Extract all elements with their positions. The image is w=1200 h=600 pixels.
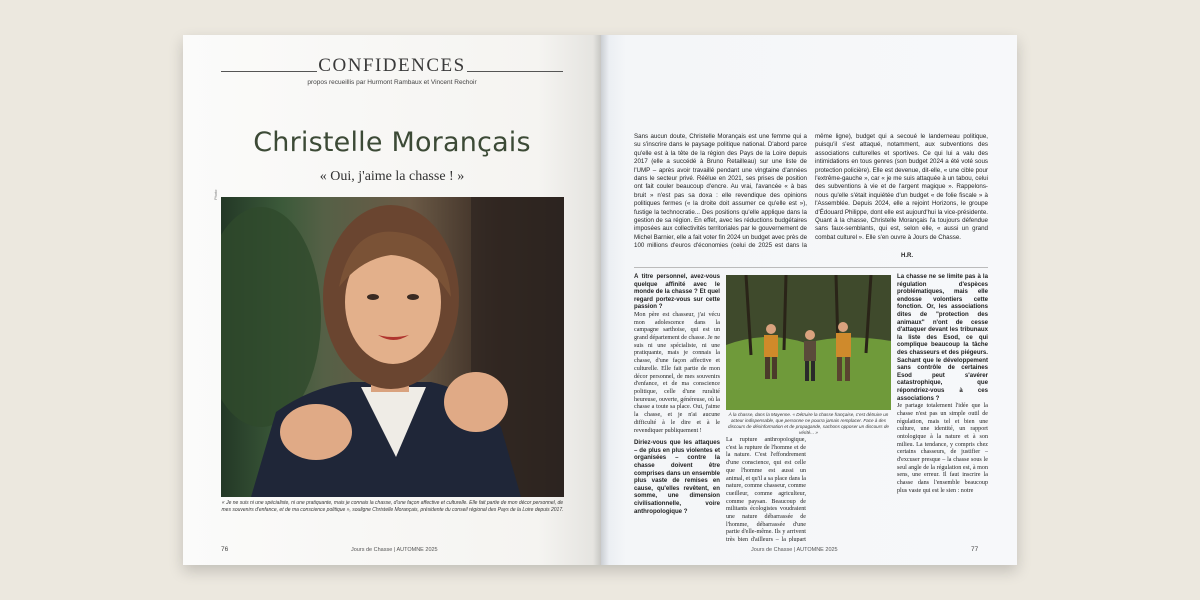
portrait-caption: « Je ne suis ni une spécialiste, ni une pratiquante, mais je connais la chasse, d'une façon affective et culturelle. Elle fait partie de mon décor personnel, de mes souvenirs d'enfance, et de ma conscience politique », souligne Christelle Morançais, présidente du conseil régional des Pays de la Loire depuis 2017. bbox=[221, 500, 564, 513]
question-2: Diriez-vous que les attaques – de plus en plus violentes et organisées – contre la chasse doivent être comprises dans un ensemble plus vaste de remises en cause, qu'elles revêtent, en somme, une dimension civilisationnelle, voire anthropologique ? bbox=[634, 439, 720, 515]
article-headline: Christelle Morançais bbox=[253, 127, 531, 158]
byline: propos recueillis par Hurmont Rambaux et Vincent Rechoir bbox=[307, 79, 477, 86]
spread-gutter bbox=[593, 35, 609, 565]
interview-column-2 bbox=[726, 437, 806, 542]
article-intro: Sans aucun doute, Christelle Morançais est une femme qui a su s'inscrire dans le paysage politique national. D'abord parce qu'elle est à la tête de la région des Pays de la Loire depuis 2017 (elle a succédé à Bruno Retailleau) sur une liste de l'UMP – après avoir travaillé pendant une vingtaine d'années dans le secteur privé. Réélue en 2021, ses prises de position ont fait couler beaucoup d'encre. Au vrai, l'avancée « à bas bruit » n'est pas sa doxa : elle revendique des opinions politiques fermes (« la droite doit assumer ce qu'elle est »), fustige la technocratie... Des positions qu'elle applique dans la gestion de sa région. En effet, avec les réductions budgétaires imposées aux collectivités territoriales par le gouvernement de Michel Barnier, elle a fait voter fin 2024 un budget avec près de 100 millions d'euros d'économies (celui de 2025 est dans la même ligne), budget qui a secoué le landerneau politique, puisqu'il s'est attaqué, notamment, aux subventions des associations culturelles et sportives. Ce qui lui a valu des intimidations en tous genres (son budget 2024 a été voté sous protection policière). Elle est devenue, dit-elle, « une cible pour l'extrême-gauche », car « je me suis attaquée à un tabou, celui des subventions à vie et de l'argent magique ». Rappelons-nous qu'elle s'était inquiétée d'un budget « de folie fiscale » à l'Assemblée. Depuis 2024, elle a rejoint Horizons, le groupe d'Édouard Philippe, dont elle est aujourd'hui la vice-présidente. Quant à la chasse, Christelle Morançais l'a toujours défendue sans faux-semblants, qui est, selon elle, « aussi un grand combat culturel ». Elle s'en ouvre à Jours de Chasse. bbox=[634, 133, 988, 250]
footer-right: Jours de Chasse | AUTOMNE 2025 bbox=[751, 547, 838, 553]
answer-3: Je partage totalement l'idée que la chasse n'est pas un simple outil de régulation, mais tel et bien une culture, une identité, un rapport ontologique à la nature et à son milieu. La tendance, y compris chez certains chasseurs, de justifier – d'excuser presque – la chasse sous le seul angle de la régulation est, à mon sens, une erreur. Il faut inscrire la chasse dans l'ensemble beaucoup plus vaste qui est le sien : notre bbox=[897, 403, 988, 494]
magazine-spread bbox=[183, 35, 1017, 565]
hunting-photo bbox=[726, 275, 891, 410]
intro-signature: H.R. bbox=[901, 253, 913, 259]
section-divider bbox=[634, 267, 988, 268]
question-1: À titre personnel, avez-vous quelque affinité avec le monde de la chasse ? Et quel regard portez-vous sur cette passion ? bbox=[634, 273, 720, 311]
right-page bbox=[601, 35, 1017, 565]
left-page bbox=[183, 35, 601, 565]
page-number-left: 76 bbox=[221, 546, 229, 553]
portrait-illustration bbox=[221, 197, 564, 497]
interview-column-1 bbox=[634, 273, 720, 541]
footer-left: Jours de Chasse | AUTOMNE 2025 bbox=[351, 547, 438, 553]
hunting-illustration bbox=[726, 275, 891, 410]
article-deck: « Oui, j'aime la chasse ! » bbox=[319, 169, 465, 184]
answer-2: La rupture anthropologique, c'est la rupture de l'homme et de la nature. C'est l'effondrement d'une conscience, qui est celle que l'homme est aussi un animal, et qu'il a sa place dans la nature, comme chasseur, comme cueilleur, comme agriculteur, comme paysan. Beaucoup de militants écologistes voudraient une nature débarrassée de l'homme, débarrassée d'une partie d'elle-même. Ils y arrivent très bien d'ailleurs – la plupart bbox=[726, 437, 806, 542]
hunting-caption: À la chasse, dans la Mayenne. « Détruire la chasse française, c'est détruire un acteur indispensable, que personne ne pourra jamais remplacer. Face à des discours de désinformation et de propagande, sachons opposer un discours de vérité... » bbox=[728, 412, 889, 435]
question-3: La chasse ne se limite pas à la régulation d'espèces problématiques, mais elle endosse volontiers cette fonction. Or, les associations dites de "protection des animaux" n'ont de cesse d'attaquer devant les tribunaux la liste des Esod, ce qui complique beaucoup la tâche des chasseurs et des piégeurs. Sachant que le développement sans contrôle de certaines Esod peut s'avérer catastrophique, que répondriez-vous à ces associations ? bbox=[897, 273, 988, 402]
portrait-photo bbox=[221, 197, 564, 497]
rubric bbox=[183, 55, 601, 77]
rubric-title: CONFIDENCES bbox=[318, 55, 466, 76]
page-number-right: 77 bbox=[971, 546, 979, 553]
interview-column-3 bbox=[897, 273, 988, 541]
photo-credit: Photo bbox=[213, 189, 218, 200]
answer-1: Mon père est chasseur, j'ai vécu mon adolescence dans la campagne sarthoise, qui est un grand département de chasse. Je ne suis ni une spécialiste, ni une pratiquante, mais je connais la chasse, d'une façon affective et culturelle. Elle fait partie de mon décor personnel, de mes souvenirs d'enfance, et de ma conscience politique, celle d'une ruralité heureuse, ouverte, généreuse, où la chasse a toute sa place. Oui, j'aime la chasse, et je n'ai aucune difficulté à le dire et à le revendiquer publiquement ! bbox=[634, 311, 720, 434]
